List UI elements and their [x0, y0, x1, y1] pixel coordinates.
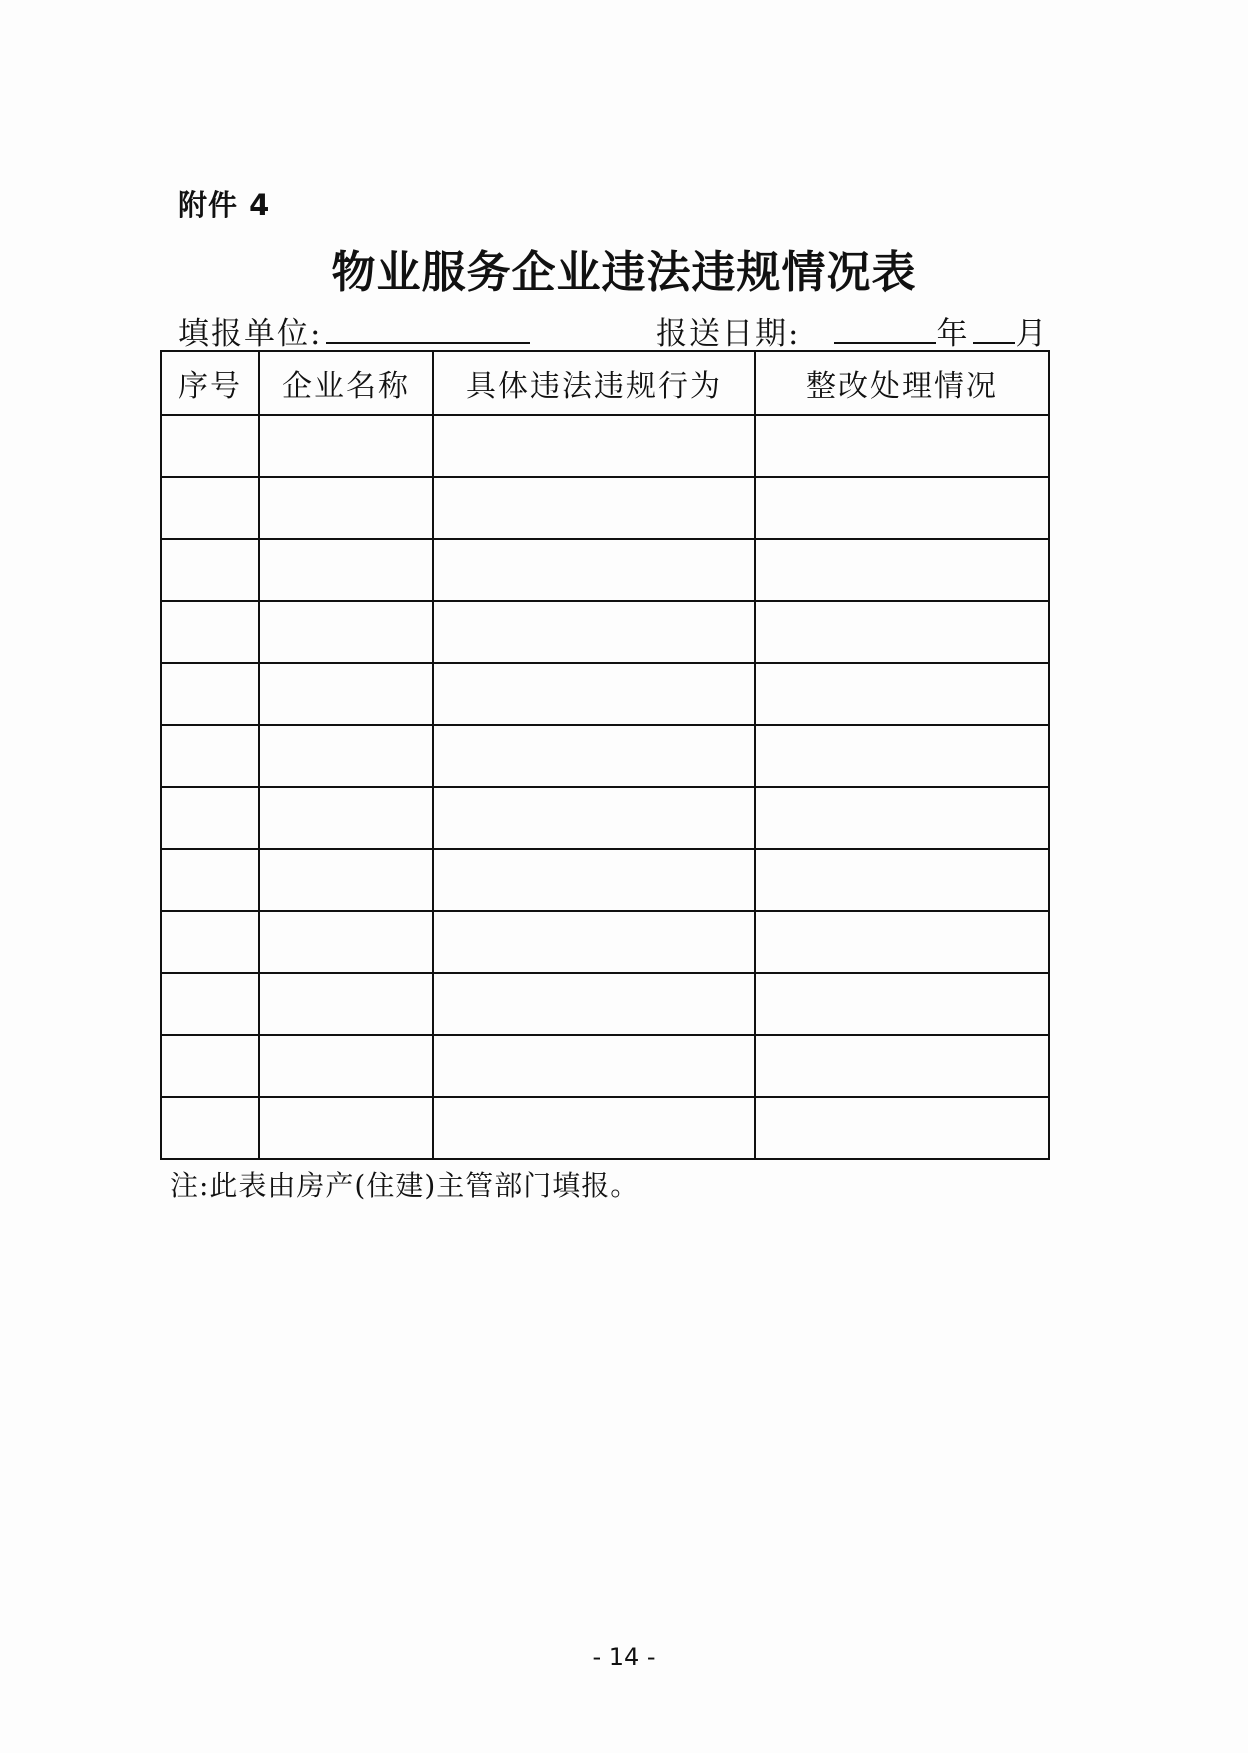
table-row	[161, 415, 1049, 477]
table-cell[interactable]	[433, 663, 755, 725]
table-cell[interactable]	[433, 539, 755, 601]
table-cell[interactable]	[755, 849, 1049, 911]
table-cell[interactable]	[433, 601, 755, 663]
table-cell[interactable]	[161, 663, 259, 725]
table-cell[interactable]	[161, 601, 259, 663]
table-cell[interactable]	[259, 973, 433, 1035]
table-cell[interactable]	[433, 911, 755, 973]
violation-table	[160, 350, 1050, 1160]
table-cell[interactable]	[755, 725, 1049, 787]
table-cell[interactable]	[755, 973, 1049, 1035]
year-blank[interactable]	[834, 312, 936, 344]
table-row	[161, 663, 1049, 725]
column-header-serial: 序号	[161, 351, 259, 415]
table-header-row	[161, 351, 1049, 415]
column-header-company-name: 企业名称	[259, 351, 433, 415]
table-cell[interactable]	[755, 911, 1049, 973]
table-row	[161, 1097, 1049, 1159]
table-cell[interactable]	[755, 663, 1049, 725]
table-row	[161, 477, 1049, 539]
table-row	[161, 725, 1049, 787]
table-row	[161, 787, 1049, 849]
table-cell[interactable]	[259, 663, 433, 725]
table-cell[interactable]	[755, 539, 1049, 601]
page-number: - 14 -	[592, 1643, 656, 1671]
table-cell[interactable]	[161, 1097, 259, 1159]
table-body	[161, 415, 1049, 1159]
table-cell[interactable]	[259, 849, 433, 911]
attachment-label: 附件 4	[178, 188, 271, 222]
table-cell[interactable]	[161, 973, 259, 1035]
year-label: 年	[936, 316, 970, 352]
table-cell[interactable]	[433, 1035, 755, 1097]
table-cell[interactable]	[259, 911, 433, 973]
table-cell[interactable]	[161, 911, 259, 973]
reporting-unit-label: 填报单位:	[178, 316, 323, 352]
table-cell[interactable]	[433, 849, 755, 911]
table-row	[161, 973, 1049, 1035]
table-cell[interactable]	[259, 477, 433, 539]
reporting-unit-row	[178, 308, 530, 353]
table-cell[interactable]	[433, 725, 755, 787]
table-cell[interactable]	[433, 415, 755, 477]
table-cell[interactable]	[161, 849, 259, 911]
table-cell[interactable]	[259, 725, 433, 787]
table-cell[interactable]	[259, 1035, 433, 1097]
table-cell[interactable]	[161, 415, 259, 477]
table-cell[interactable]	[259, 601, 433, 663]
table-cell[interactable]	[161, 539, 259, 601]
table-cell[interactable]	[259, 415, 433, 477]
table-cell[interactable]	[259, 1097, 433, 1159]
table-row	[161, 911, 1049, 973]
table-cell[interactable]	[755, 601, 1049, 663]
table-cell[interactable]	[161, 725, 259, 787]
table-row	[161, 601, 1049, 663]
table-cell[interactable]	[755, 787, 1049, 849]
table-note: 注:此表由房产(住建)主管部门填报。	[170, 1169, 640, 1202]
table-cell[interactable]	[433, 787, 755, 849]
table-cell[interactable]	[161, 1035, 259, 1097]
month-label: 月	[1015, 316, 1049, 352]
table-cell[interactable]	[433, 477, 755, 539]
table-cell[interactable]	[161, 477, 259, 539]
reporting-unit-blank[interactable]	[326, 312, 530, 344]
table-cell[interactable]	[755, 477, 1049, 539]
table-cell[interactable]	[433, 1097, 755, 1159]
table-cell[interactable]	[755, 1035, 1049, 1097]
table-cell[interactable]	[755, 415, 1049, 477]
table-cell[interactable]	[259, 787, 433, 849]
table-cell[interactable]	[161, 787, 259, 849]
column-header-violation: 具体违法违规行为	[433, 351, 755, 415]
column-header-rectification: 整改处理情况	[755, 351, 1049, 415]
report-date-row	[656, 308, 1048, 353]
table-row	[161, 849, 1049, 911]
table-cell[interactable]	[433, 973, 755, 1035]
table-row	[161, 1035, 1049, 1097]
table-cell[interactable]	[755, 1097, 1049, 1159]
table-row	[161, 539, 1049, 601]
table-cell[interactable]	[259, 539, 433, 601]
month-blank[interactable]	[973, 312, 1015, 344]
report-date-label: 报送日期:	[656, 316, 801, 352]
page-title: 物业服务企业违法违规情况表	[331, 247, 917, 298]
